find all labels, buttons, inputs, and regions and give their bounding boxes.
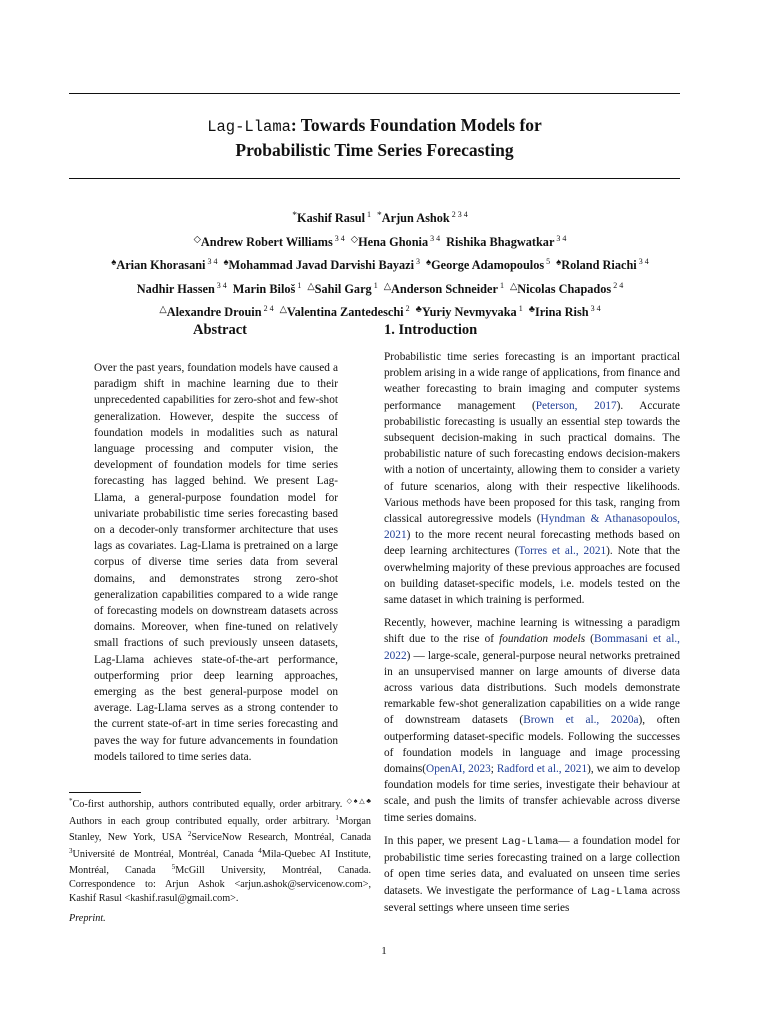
abstract-heading: Abstract bbox=[193, 322, 247, 338]
author-list bbox=[40, 205, 720, 323]
model-name: Lag-Llama bbox=[501, 835, 559, 848]
author-group-mark: * bbox=[377, 211, 382, 221]
author bbox=[426, 258, 550, 272]
author bbox=[510, 282, 623, 296]
author-group-mark: △ bbox=[509, 281, 518, 292]
author-line bbox=[40, 205, 720, 229]
author-name: Anderson Schneider bbox=[391, 281, 498, 296]
author bbox=[280, 305, 410, 319]
author-group-mark: ♠ bbox=[426, 258, 432, 268]
author bbox=[384, 282, 504, 296]
author bbox=[194, 235, 345, 249]
author-name: Roland Riachi bbox=[561, 258, 637, 272]
footnote-text-4: ServiceNow Research, Montréal, Canada bbox=[191, 832, 371, 844]
footnote-text-5: Université de Montréal, Montréal, Canada bbox=[72, 848, 259, 860]
intro-section bbox=[384, 349, 680, 923]
author-name: Kashif Rasul bbox=[297, 211, 365, 225]
author bbox=[351, 235, 440, 249]
author-name: Rishika Bhagwatkar bbox=[446, 234, 555, 249]
author bbox=[377, 211, 468, 225]
author-affiliation: 3 bbox=[416, 257, 421, 266]
author bbox=[446, 235, 566, 249]
footnote-text-7: McGill University, Montréal, Canada. Correspondence to: Arjun Ashok <arjun.ashok@servicenow.com>, Kashif Rasul <kashif.rasul@gmail.com>. bbox=[69, 865, 372, 904]
author-affiliation: 2 4 bbox=[613, 280, 624, 290]
title-bottom-rule bbox=[69, 178, 680, 179]
author-affiliation: 2 4 bbox=[263, 304, 274, 313]
author-affiliation: 5 bbox=[546, 257, 551, 266]
footnote-text-2: Authors in each group contributed equally, order arbitrary. bbox=[69, 815, 336, 827]
author-group-mark: ◇ bbox=[193, 234, 201, 245]
author-affiliation: 3 4 bbox=[216, 280, 227, 290]
author bbox=[556, 258, 649, 272]
footnote-text-1: Co-first authorship, authors contributed equally, order arbitrary. bbox=[72, 799, 347, 810]
footnote-text-3: Morgan Stanley, New York, USA bbox=[69, 815, 371, 844]
author-group-mark: ♣ bbox=[528, 305, 535, 315]
title-model-name: Lag-Llama bbox=[207, 118, 291, 136]
author bbox=[223, 258, 420, 272]
author-name: Marin Biloš bbox=[232, 281, 296, 296]
paper-title bbox=[69, 114, 680, 162]
author-group-mark: △ bbox=[307, 281, 315, 292]
author-line bbox=[40, 252, 720, 276]
author-group-mark: ♠ bbox=[111, 258, 117, 268]
author-group-mark: * bbox=[292, 211, 297, 221]
model-name: Lag-Llama bbox=[590, 885, 648, 898]
preprint-label: Preprint. bbox=[69, 913, 106, 924]
author-name: Andrew Robert Williams bbox=[200, 234, 333, 249]
author-group-mark: △ bbox=[383, 281, 391, 292]
author-affiliation: 2 bbox=[405, 304, 410, 313]
author bbox=[137, 282, 227, 296]
author-affiliation: 2 3 4 bbox=[451, 210, 468, 219]
author-group-mark: ♠ bbox=[223, 258, 229, 268]
emphasis-text: foundation models bbox=[499, 633, 586, 646]
affiliation-mark: 2 bbox=[187, 830, 192, 839]
author-affiliation: 3 4 bbox=[430, 233, 441, 243]
affiliation-mark: 3 bbox=[69, 846, 73, 855]
author-group-mark: △ bbox=[159, 305, 167, 315]
intro-heading: 1. Introduction bbox=[384, 322, 478, 338]
footnote-group-marks: ◇♠△♣ bbox=[346, 797, 371, 805]
title-line2: Probabilistic Time Series Forecasting bbox=[235, 140, 514, 160]
citation-link[interactable]: Torres et al., 2021 bbox=[518, 545, 607, 558]
author-affiliation: 3 4 bbox=[207, 257, 218, 266]
author bbox=[233, 282, 302, 296]
citation-link[interactable]: Bommasani et al., 2022 bbox=[384, 633, 680, 662]
footnote-mark: * bbox=[69, 797, 73, 805]
author-line bbox=[40, 229, 720, 253]
title-line1: : Towards Foundation Models for bbox=[290, 115, 542, 135]
author-name: Hena Ghonia bbox=[358, 234, 429, 249]
author-group-mark: ♣ bbox=[415, 305, 422, 315]
top-rule bbox=[69, 93, 680, 94]
author bbox=[159, 305, 273, 319]
intro-paragraph-2: Recently, however, machine learning is witnessing a paradigm shift due to the rise of foundation models (Bommasani et al., 2022) — large-scale, general-purpose neural networks pretrained in an unsupervised manner on large amounts of diverse data across various data distributions. Such models demonstrate remarkable few-shot generalization capabilities on a wide range of downstream datasets (Brown et al., 2020a), often outperforming dataset-specific models. Following the successes of foundation models in language and image processing domains(OpenAI, 2023; Radford et al., 2021), we aim to develop foundation models for time series, investigate their behaviour at scale, and push the limits of transfer achievable across diverse time series domains. bbox=[384, 617, 681, 824]
affiliation-mark: 4 bbox=[258, 846, 262, 855]
citation-link[interactable]: Hyndman & Athanasopoulos, 2021 bbox=[384, 513, 680, 542]
citation-link[interactable]: OpenAI, 2023 bbox=[426, 763, 491, 776]
author-affiliation: 3 4 bbox=[590, 304, 601, 313]
author-group-mark: △ bbox=[279, 305, 287, 315]
intro-paragraph-3: In this paper, we present Lag-Llama— a foundation model for probabilistic time series forecasting trained on a large collection of open time series data, and evaluated on unseen time series datasets. We investigate the performance of Lag-Llama across several settings where unseen time series bbox=[384, 834, 680, 914]
author-name: Sahil Garg bbox=[314, 281, 372, 296]
author bbox=[416, 305, 523, 319]
footnote bbox=[69, 795, 371, 905]
author-line bbox=[40, 299, 720, 323]
author-name: Alexandre Drouin bbox=[166, 305, 262, 319]
author-name: Valentina Zantedeschi bbox=[286, 305, 404, 319]
author-name: Irina Rish bbox=[534, 305, 589, 319]
author-affiliation: 3 4 bbox=[638, 257, 649, 266]
citation-link[interactable]: Radford et al., 2021 bbox=[496, 763, 588, 776]
author-name: Mohammad Javad Darvishi Bayazi bbox=[228, 258, 415, 272]
author bbox=[292, 211, 371, 225]
author-name: Yuriy Nevmyvaka bbox=[421, 305, 517, 319]
author-affiliation: 1 bbox=[373, 280, 378, 290]
author-affiliation: 1 bbox=[297, 280, 302, 290]
author-group-mark: ◇ bbox=[350, 234, 359, 245]
author-name: Nicolas Chapados bbox=[517, 281, 612, 296]
page-number: 1 bbox=[381, 945, 387, 957]
author bbox=[307, 282, 377, 296]
author-affiliation: 3 4 bbox=[334, 233, 345, 243]
affiliation-mark: 1 bbox=[335, 813, 339, 822]
author-affiliation: 1 bbox=[518, 304, 523, 313]
author-affiliation: 1 bbox=[499, 280, 504, 290]
author-group-mark: ♠ bbox=[556, 258, 562, 268]
citation-link[interactable]: Brown et al., 2020a bbox=[523, 714, 639, 727]
footnote-rule bbox=[69, 792, 141, 793]
footnote-text-6: Mila-Quebec AI Institute, Montréal, Canada bbox=[69, 848, 371, 877]
abstract-text: Over the past years, foundation models have caused a paradigm shift in machine learning due to their unprecedented capabilities for zero-shot and few-shot generalization. However, despite the success of foundation models in modalities such as natural language processing and computer vision, the development of foundation models for time series forecasting has lagged behind. We present Lag-Llama, a general-purpose foundation model for univariate probabilistic time series forecasting based on a decoder-only transformer architecture that uses lags as covariates. Lag-Llama is pretrained on a large corpus of diverse time series data from several domains, and demonstrates strong zero-shot generalization capabilities compared to a wide range of forecasting models on downstream datasets across domains. Moreover, when fine-tuned on relatively small fractions of such previously unseen datasets, Lag-Llama achieves state-of-the-art performance, outperforming prior deep learning approaches, emerging as the best general-purpose model on average. Lag-Llama serves as a strong contender to the current state-of-art in time series forecasting and paves the way for future advancements in foundation models tailored to time series data. bbox=[94, 362, 338, 763]
author-line bbox=[40, 276, 720, 300]
author-name: Arjun Ashok bbox=[381, 211, 450, 225]
author-affiliation: 1 bbox=[367, 210, 371, 219]
author bbox=[529, 305, 601, 319]
author-name: Nadhir Hassen bbox=[136, 281, 215, 296]
author-affiliation: 3 4 bbox=[556, 233, 567, 243]
author bbox=[111, 258, 217, 272]
intro-paragraph-1: Probabilistic time series forecasting is an important practical problem arising in a wide range of applications, from finance and weather forecasting to brain imaging and computer systems performance management (Peterson, 2017). Accurate probabilistic forecasting is usually an essential step towards the subsequent decision-making in such practical domains. The probabilistic nature of such forecasting endows decision-makers with a notion of uncertainty, allowing them to consider a variety of future scenarios, along with their respective likelihoods. Various methods have been proposed for this task, ranging from classical autoregressive models (Hyndman & Athanasopoulos, 2021) to the more recent neural forecasting methods based on deep learning architectures (Torres et al., 2021). Note that the overwhelming majority of these previous approaches are focused on building dataset-specific models, i.e. models tested on the same dataset in which training is performed. bbox=[384, 351, 680, 607]
author-name: Arian Khorasani bbox=[116, 258, 206, 272]
affiliation-mark: 5 bbox=[171, 863, 176, 872]
author-name: George Adamopoulos bbox=[431, 258, 545, 272]
citation-link[interactable]: Peterson, 2017 bbox=[535, 399, 617, 412]
